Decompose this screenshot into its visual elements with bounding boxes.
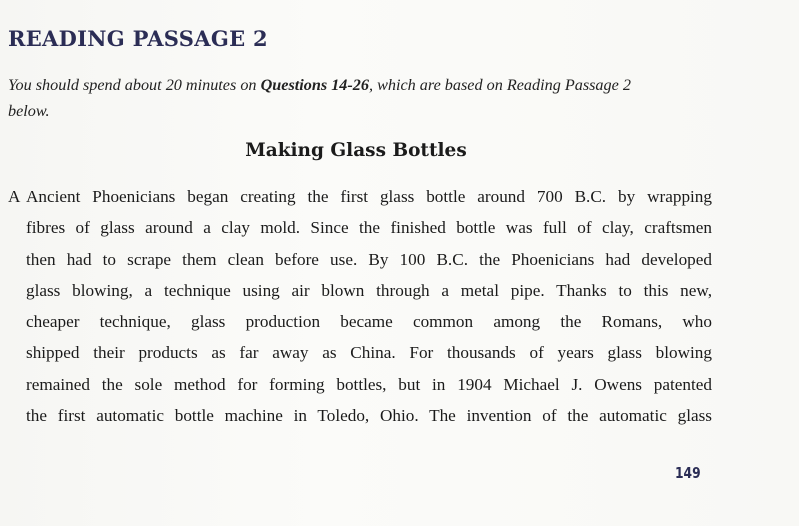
paragraph-letter: A	[8, 187, 21, 206]
paragraph-line: glass blowing, a technique using air blown through a metal pipe. Thanks to this new,	[26, 280, 712, 300]
instructions	[8, 72, 723, 124]
instructions-line2: below.	[8, 102, 50, 120]
paragraph-line: Ancient Phoenicians began creating the first glass bottle around 700 B.C. by wrapping	[26, 187, 712, 206]
paragraph-line: shipped their products as far away as China. For thousands of years glass blowing	[26, 343, 712, 363]
passage-title: Making Glass Bottles	[245, 140, 467, 161]
paragraph-line: remained the sole method for forming bottles, but in 1904 Michael J. Owens patented	[26, 374, 712, 394]
paragraph-a	[26, 181, 716, 431]
instructions-questions: Questions 14-26	[260, 76, 369, 94]
section-title: READING PASSAGE 2	[8, 26, 268, 51]
instructions-suffix: , which are based on Reading Passage 2	[368, 76, 631, 94]
paragraph-line: cheaper technique, glass production became common among the Romans, who	[26, 312, 712, 332]
paragraph-line: then had to scrape them clean before use. By 100 B.C. the Phoenicians had developed	[26, 249, 712, 269]
instructions-prefix: You should spend about 20 minutes on	[8, 76, 261, 94]
paragraph-line: the first automatic bottle machine in Toledo, Ohio. The invention of the automatic glass	[26, 406, 712, 426]
paragraph-line: fibres of glass around a clay mold. Since the finished bottle was full of clay, craftsmen	[26, 218, 712, 238]
page-number: 149	[675, 464, 701, 482]
